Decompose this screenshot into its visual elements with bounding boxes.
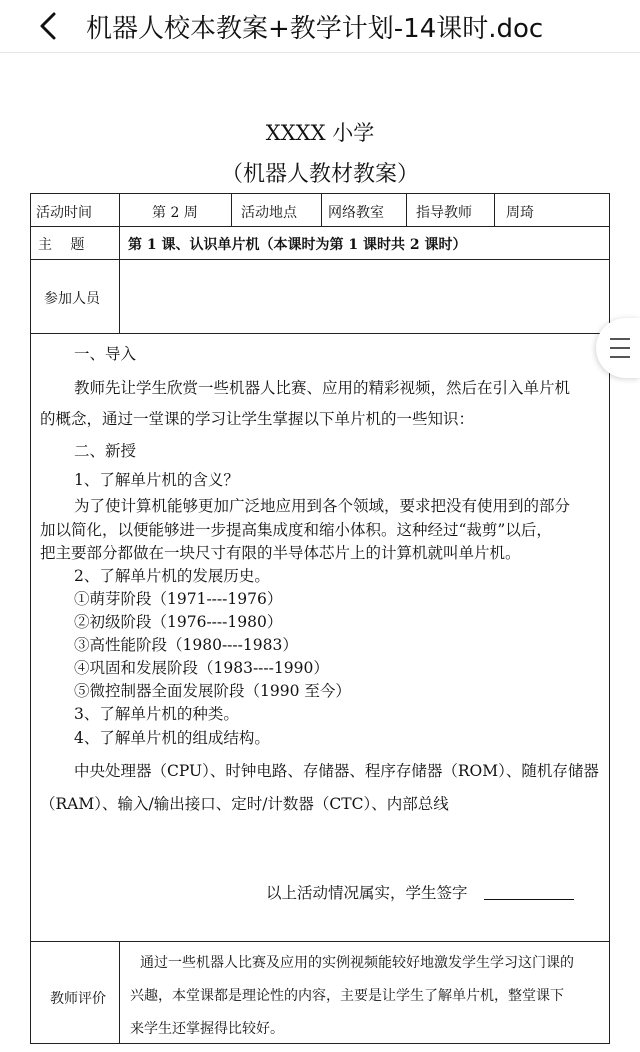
content-line: 加以简化，以便能够进一步提高集成度和缩小体积。这种经过“裁剪”以后， <box>40 521 552 539</box>
signature-line <box>484 899 574 900</box>
document-page <box>0 53 640 1052</box>
table-border <box>30 193 31 1043</box>
content-line: （RAM）、输入/输出接口、定时/计数器（CTC）、内部总线 <box>40 795 449 813</box>
table-border <box>231 193 232 226</box>
content-line: 2、了解单片机的发展历史。 <box>74 567 270 585</box>
table-border <box>30 1043 610 1044</box>
table-border <box>321 193 322 226</box>
content-line: 1、了解单片机的含义？ <box>74 471 239 489</box>
menu-bar <box>610 338 630 340</box>
table-border <box>406 193 407 226</box>
content-line: 把主要部分都做在一块尺寸有限的半导体芯片上的计算机就叫单片机。 <box>40 544 521 562</box>
table-border <box>30 941 610 942</box>
activity-time-value: 第 2 周 <box>152 205 198 221</box>
evaluation-line: 来学生还掌握得比较好。 <box>130 1021 284 1037</box>
teacher-value: 周琦 <box>506 205 534 221</box>
document-title: 机器人校本教案+教学计划-14课时.doc <box>86 14 544 44</box>
location-value: 网络教室 <box>328 205 384 221</box>
participants-label: 参加人员 <box>44 291 100 307</box>
table-border <box>119 941 120 1043</box>
signature-text: 以上活动情况属实，学生签字 <box>266 884 468 902</box>
table-border <box>119 193 120 333</box>
table-border <box>609 193 610 1043</box>
table-border <box>494 193 495 226</box>
content-line: 3、了解单片机的种类。 <box>74 705 239 723</box>
content-line: 中央处理器（CPU）、时钟电路、存储器、程序存储器（ROM）、随机存储器 <box>74 762 599 780</box>
doc-subtitle: （机器人教材教案） <box>220 162 419 187</box>
location-label: 活动地点 <box>241 205 297 221</box>
topic-label: 主 题 <box>38 237 85 253</box>
top-bar <box>0 0 640 53</box>
chevron-left-icon[interactable] <box>34 10 66 42</box>
content-line: ③高性能阶段（1980----1983） <box>74 636 298 654</box>
table-border <box>30 193 610 194</box>
table-border <box>30 259 610 260</box>
topic-value: 第 1 课、认识单片机（本课时为第 1 课时共 2 课时） <box>128 237 467 253</box>
content-line: 为了使计算机能够更加广泛地应用到各个领域，要求把没有使用到的部分 <box>74 497 571 515</box>
content-line: ⑤微控制器全面发展阶段（1990 至今） <box>74 682 351 700</box>
content-line: 一、导入 <box>74 345 137 363</box>
content-line: ①萌芽阶段（1971----1976） <box>74 590 283 608</box>
content-line: 教师先让学生欣赏一些机器人比赛、应用的精彩视频，然后在引入单片机 <box>74 379 571 397</box>
menu-bar <box>610 347 630 349</box>
teacher-label: 指导教师 <box>416 205 472 221</box>
activity-time-label: 活动时间 <box>36 205 92 221</box>
menu-bar <box>610 356 630 358</box>
table-border <box>30 333 610 334</box>
content-line: 的概念，通过一堂课的学习让学生掌握以下单片机的一些知识： <box>40 410 475 428</box>
evaluation-label: 教师评价 <box>50 991 106 1007</box>
school-name: XXXX 小学 <box>265 121 375 145</box>
evaluation-line: 兴趣，本堂课都是理论性的内容，主要是让学生了解单片机，整堂课下 <box>130 988 564 1004</box>
content-line: 二、新授 <box>74 442 137 460</box>
table-border <box>30 226 610 227</box>
content-line: 4、了解单片机的组成结构。 <box>74 729 270 747</box>
content-line: ②初级阶段（1976----1980） <box>74 613 283 631</box>
evaluation-line: 通过一些机器人比赛及应用的实例视频能较好地激发学生学习这门课的 <box>140 955 574 971</box>
content-line: ④巩固和发展阶段（1983----1990） <box>74 659 329 677</box>
